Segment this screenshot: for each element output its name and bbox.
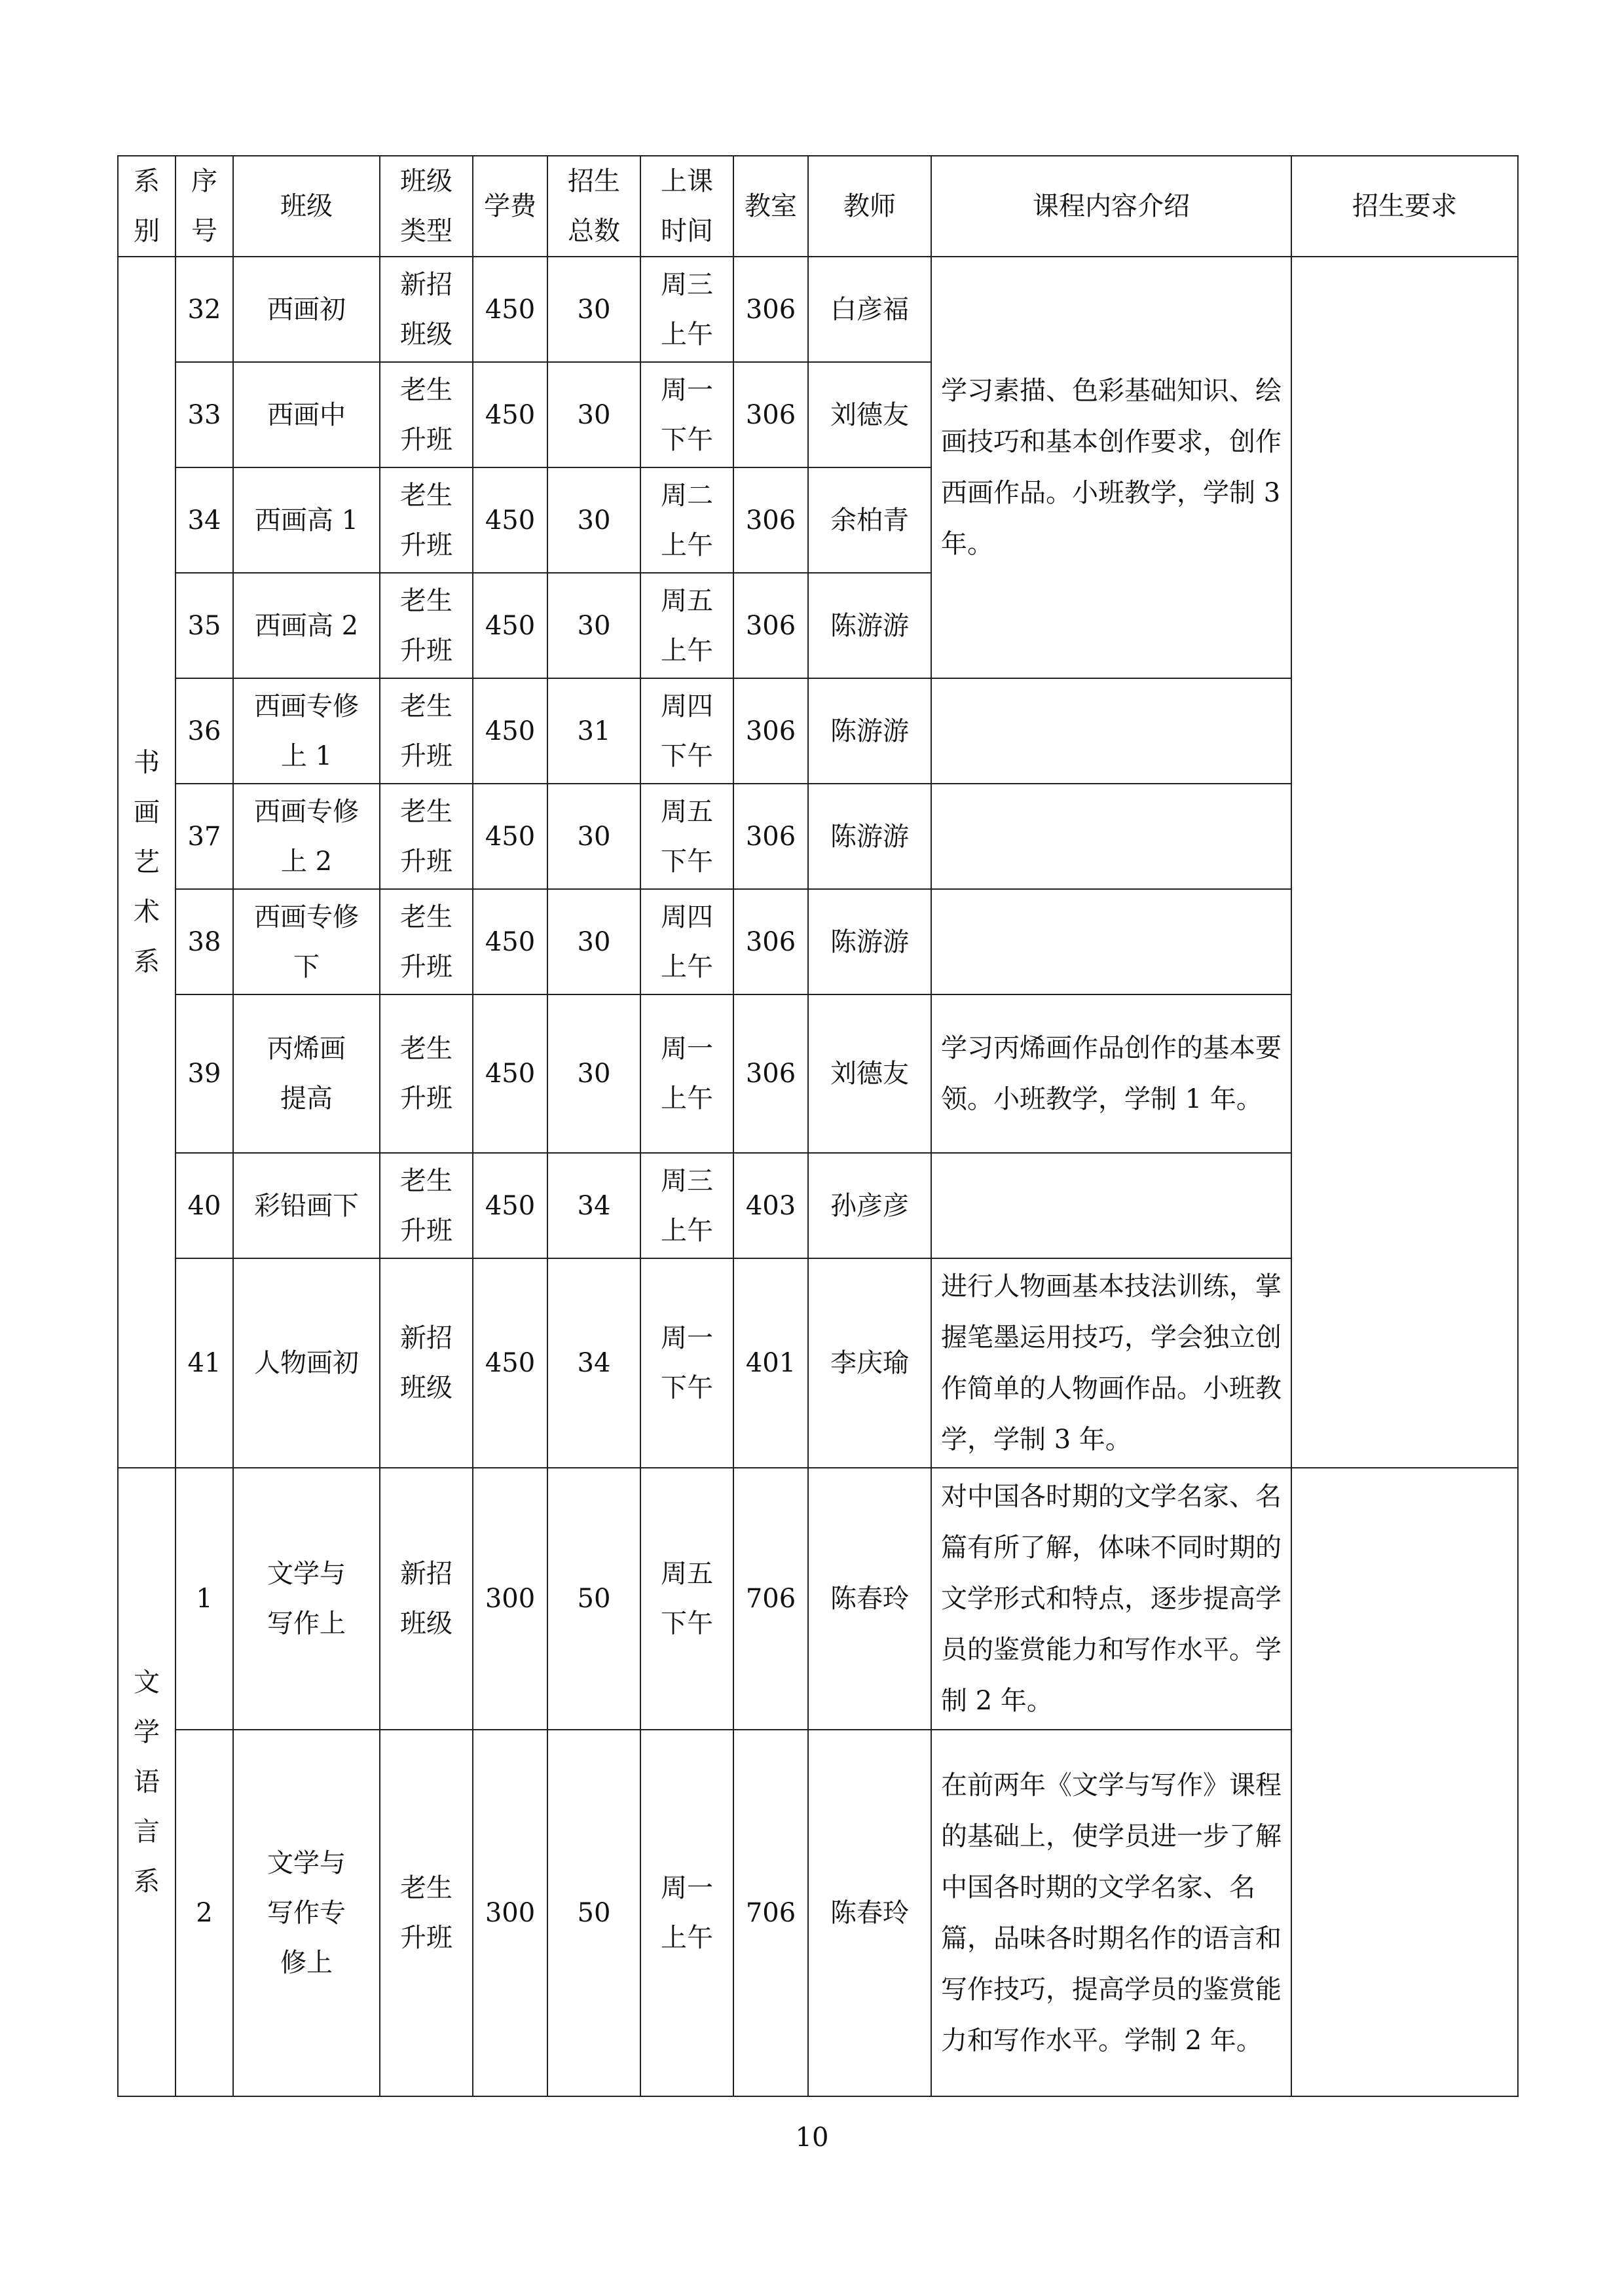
cell-no: 36 <box>175 678 233 784</box>
cell-desc: 对中国各时期的文学名家、名篇有所了解，体味不同时期的文学形式和特点，逐步提高学员的鉴赏能力和写作水平。学制 2 年。 <box>931 1468 1291 1730</box>
cell-no: 35 <box>175 573 233 678</box>
cell-fee: 450 <box>473 678 547 784</box>
cell-total: 30 <box>547 784 640 889</box>
cell-room: 306 <box>733 678 808 784</box>
cell-desc-group: 学习素描、色彩基础知识、绘画技巧和基本创作要求，创作西画作品。小班教学，学制 3 年。 <box>931 257 1291 678</box>
cell-room: 706 <box>733 1730 808 2096</box>
cell-class: 西画专修下 <box>233 889 380 994</box>
cell-total: 50 <box>547 1468 640 1730</box>
cell-fee: 450 <box>473 467 547 573</box>
cell-teacher: 陈春玲 <box>808 1730 931 2096</box>
cell-type: 老生升班 <box>380 467 473 573</box>
cell-teacher: 孙彦彦 <box>808 1153 931 1258</box>
cell-teacher: 陈游游 <box>808 678 931 784</box>
cell-time: 周三上午 <box>640 257 733 362</box>
cell-fee: 450 <box>473 889 547 994</box>
header-row <box>118 156 1518 257</box>
cell-total: 30 <box>547 362 640 467</box>
cell-no: 41 <box>175 1258 233 1468</box>
header-teacher: 教师 <box>808 156 931 257</box>
cell-time: 周一上午 <box>640 1730 733 2096</box>
cell-no: 39 <box>175 994 233 1153</box>
cell-fee: 450 <box>473 1258 547 1468</box>
header-dept: 系别 <box>118 156 175 257</box>
cell-fee: 450 <box>473 362 547 467</box>
header-type: 班级类型 <box>380 156 473 257</box>
cell-class: 西画高 1 <box>233 467 380 573</box>
cell-room: 401 <box>733 1258 808 1468</box>
cell-total: 30 <box>547 889 640 994</box>
cell-time: 周五下午 <box>640 784 733 889</box>
cell-room: 306 <box>733 573 808 678</box>
cell-class: 西画专修上 2 <box>233 784 380 889</box>
header-req: 招生要求 <box>1291 156 1518 257</box>
cell-type: 老生升班 <box>380 1153 473 1258</box>
cell-type: 新招班级 <box>380 257 473 362</box>
header-room: 教室 <box>733 156 808 257</box>
dept-art: 书画艺术系 <box>118 257 175 1468</box>
cell-fee: 300 <box>473 1468 547 1730</box>
cell-room: 706 <box>733 1468 808 1730</box>
header-class: 班级 <box>233 156 380 257</box>
cell-type: 老生升班 <box>380 362 473 467</box>
cell-req-art <box>1291 257 1518 1468</box>
cell-total: 34 <box>547 1153 640 1258</box>
cell-desc: 在前两年《文学与写作》课程的基础上，使学员进一步了解中国各时期的文学名家、名篇，品味各时期名作的语言和写作技巧，提高学员的鉴赏能力和写作水平。学制 2 年。 <box>931 1730 1291 2096</box>
cell-teacher: 陈游游 <box>808 573 931 678</box>
cell-desc: 学习丙烯画作品创作的基本要领。小班教学，学制 1 年。 <box>931 994 1291 1153</box>
cell-fee: 300 <box>473 1730 547 2096</box>
cell-class: 人物画初 <box>233 1258 380 1468</box>
table-row <box>118 1468 1518 1730</box>
cell-room: 306 <box>733 467 808 573</box>
cell-time: 周一下午 <box>640 362 733 467</box>
cell-fee: 450 <box>473 1153 547 1258</box>
cell-total: 34 <box>547 1258 640 1468</box>
header-no: 序号 <box>175 156 233 257</box>
cell-class: 彩铅画下 <box>233 1153 380 1258</box>
header-total: 招生总数 <box>547 156 640 257</box>
header-time: 上课时间 <box>640 156 733 257</box>
cell-room: 306 <box>733 994 808 1153</box>
cell-teacher: 陈游游 <box>808 784 931 889</box>
cell-no: 1 <box>175 1468 233 1730</box>
cell-time: 周三上午 <box>640 1153 733 1258</box>
cell-type: 新招班级 <box>380 1258 473 1468</box>
cell-room: 403 <box>733 1153 808 1258</box>
cell-total: 30 <box>547 573 640 678</box>
header-desc: 课程内容介绍 <box>931 156 1291 257</box>
cell-desc <box>931 889 1291 994</box>
cell-class: 西画中 <box>233 362 380 467</box>
cell-no: 2 <box>175 1730 233 2096</box>
cell-req-lit <box>1291 1468 1518 2096</box>
cell-type: 老生升班 <box>380 889 473 994</box>
cell-class: 文学与写作专修上 <box>233 1730 380 2096</box>
cell-no: 33 <box>175 362 233 467</box>
cell-total: 50 <box>547 1730 640 2096</box>
cell-type: 老生升班 <box>380 1730 473 2096</box>
cell-teacher: 李庆瑜 <box>808 1258 931 1468</box>
cell-time: 周五上午 <box>640 573 733 678</box>
cell-class: 西画初 <box>233 257 380 362</box>
cell-class: 文学与写作上 <box>233 1468 380 1730</box>
cell-no: 38 <box>175 889 233 994</box>
cell-desc <box>931 678 1291 784</box>
cell-fee: 450 <box>473 257 547 362</box>
cell-room: 306 <box>733 889 808 994</box>
cell-no: 40 <box>175 1153 233 1258</box>
cell-type: 老生升班 <box>380 994 473 1153</box>
cell-teacher: 余柏青 <box>808 467 931 573</box>
cell-teacher: 白彦福 <box>808 257 931 362</box>
cell-type: 老生升班 <box>380 678 473 784</box>
cell-no: 37 <box>175 784 233 889</box>
cell-fee: 450 <box>473 573 547 678</box>
cell-teacher: 刘德友 <box>808 994 931 1153</box>
page-number: 10 <box>795 2123 829 2153</box>
cell-type: 老生升班 <box>380 573 473 678</box>
cell-fee: 450 <box>473 784 547 889</box>
cell-type: 老生升班 <box>380 784 473 889</box>
cell-total: 31 <box>547 678 640 784</box>
cell-time: 周五下午 <box>640 1468 733 1730</box>
cell-time: 周二上午 <box>640 467 733 573</box>
cell-type: 新招班级 <box>380 1468 473 1730</box>
cell-fee: 450 <box>473 994 547 1153</box>
cell-time: 周一上午 <box>640 994 733 1153</box>
cell-class: 丙烯画提高 <box>233 994 380 1153</box>
cell-desc <box>931 1153 1291 1258</box>
cell-room: 306 <box>733 362 808 467</box>
cell-desc <box>931 784 1291 889</box>
cell-room: 306 <box>733 784 808 889</box>
cell-time: 周一下午 <box>640 1258 733 1468</box>
cell-class: 西画高 2 <box>233 573 380 678</box>
cell-teacher: 刘德友 <box>808 362 931 467</box>
cell-time: 周四上午 <box>640 889 733 994</box>
cell-no: 32 <box>175 257 233 362</box>
table-row <box>118 257 1518 362</box>
header-fee: 学费 <box>473 156 547 257</box>
cell-no: 34 <box>175 467 233 573</box>
cell-teacher: 陈春玲 <box>808 1468 931 1730</box>
cell-total: 30 <box>547 467 640 573</box>
cell-room: 306 <box>733 257 808 362</box>
cell-total: 30 <box>547 257 640 362</box>
cell-total: 30 <box>547 994 640 1153</box>
course-table <box>117 155 1519 2097</box>
cell-teacher: 陈游游 <box>808 889 931 994</box>
cell-class: 西画专修上 1 <box>233 678 380 784</box>
cell-time: 周四下午 <box>640 678 733 784</box>
cell-desc: 进行人物画基本技法训练，掌握笔墨运用技巧，学会独立创作简单的人物画作品。小班教学，学制 3 年。 <box>931 1258 1291 1468</box>
dept-lit: 文学语言系 <box>118 1468 175 2096</box>
